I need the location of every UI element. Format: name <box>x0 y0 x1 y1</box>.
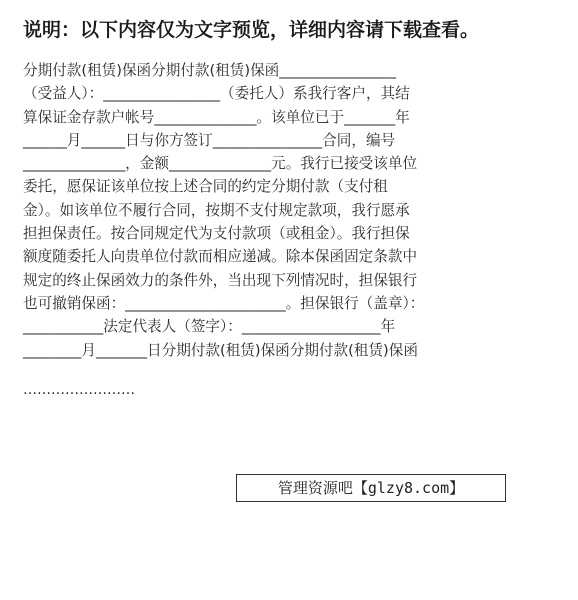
document-line: ___________法定代表人（签字）：___________________年 <box>23 318 396 336</box>
document-line: （受益人）：________________（委托人）系我行客户，其结 <box>23 85 410 103</box>
document-line: 也可撤销保函：______________________。担保银行（盖章）： <box>23 294 425 312</box>
document-line: 规定的终止保函效力的条件外，当出现下列情况时，担保银行 <box>23 271 418 289</box>
document-body <box>23 59 553 362</box>
document-line: 金）。如该单位不履行合同，按期不支付规定款项，我行愿承 <box>23 201 410 219</box>
document-line: ______月______日与你方签订_______________合同，编号 <box>23 131 396 149</box>
document-line: 算保证金存款户帐号______________。该单位已于_______年 <box>23 108 410 126</box>
document-line: 额度随委托人向贵单位付款而相应递减。除本保函固定条款中 <box>23 248 418 266</box>
document-line: ________月_______日分期付款(租赁)保函分期付款(租赁)保函 <box>23 341 418 359</box>
truncation-ellipsis: …………………… <box>23 382 135 398</box>
document-line: 委托，愿保证该单位按上述合同的约定分期付款（支付租 <box>23 178 388 196</box>
preview-notice-heading: 说明：以下内容仅为文字预览，详细内容请下载查看。 <box>23 19 480 41</box>
document-line: 分期付款(租赁)保函分期付款(租赁)保函________________ <box>23 62 397 79</box>
source-link-button[interactable]: 管理资源吧【glzy8.com】 <box>236 474 506 502</box>
document-line: ______________，金额______________元。我行已接受该单位 <box>23 155 418 173</box>
document-line: 担担保责任。按合同规定代为支付款项（或租金）。我行担保 <box>23 225 410 243</box>
